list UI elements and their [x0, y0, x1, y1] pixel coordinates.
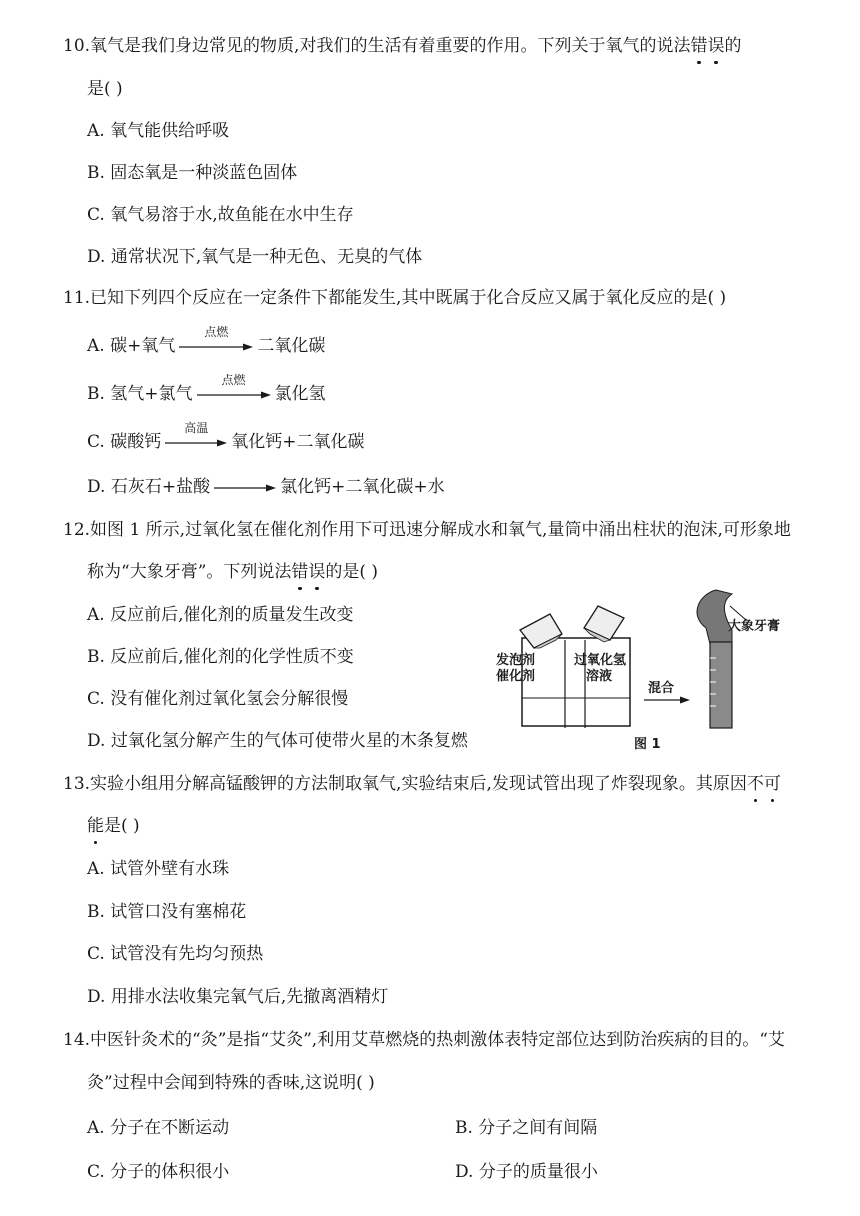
q10-option-a: A. 氧气能供给呼吸	[87, 121, 230, 141]
q11-a-reactants: A. 碳+氧气	[87, 336, 176, 356]
q13-option-c: C. 试管没有先均匀预热	[87, 944, 264, 964]
q11-b-product: 氯化氢	[274, 384, 326, 404]
q13-stem-cont	[87, 818, 140, 835]
q10-option-d: D. 通常状况下,氧气是一种无色、无臭的气体	[87, 247, 423, 267]
q11-stem: 11.已知下列四个反应在一定条件下都能发生,其中既属于化合反应又属于氧化反应的是( )	[63, 288, 727, 308]
q11-c-reactants: C. 碳酸钙	[87, 432, 162, 452]
q13-emph-2: 可	[763, 774, 781, 794]
arrow-icon	[165, 438, 227, 448]
figure-drawing	[510, 588, 810, 738]
reaction-arrow	[179, 324, 253, 352]
q14-option-d: D. 分子的质量很小	[455, 1162, 598, 1182]
q11-option-b	[87, 372, 326, 404]
q13-stem-text: 13.实验小组用分解高锰酸钾的方法制取氧气,实验结束后,发现试管出现了炸裂现象。其原因	[63, 774, 747, 794]
figure-label-foaming-agent: 发泡剂	[496, 653, 536, 668]
q11-d-product: 氯化钙+二氧化碳+水	[280, 477, 445, 497]
figure-label-foam: 大象牙膏	[728, 619, 781, 634]
q12-stem: 12.如图 1 所示,过氧化氢在催化剂作用下可迅速分解成水和氧气,量筒中涌出柱状的泡沫,可形象地	[63, 520, 791, 540]
arrow-icon	[197, 390, 271, 400]
arrow-icon	[214, 483, 276, 493]
q12-option-d: D. 过氧化氢分解产生的气体可使带火星的木条复燃	[87, 731, 468, 751]
reaction-condition: 点燃	[221, 372, 246, 387]
figure-elephant-toothpaste	[496, 588, 810, 758]
q10-stem-text: 10.氧气是我们身边常见的物质,对我们的生活有着重要的作用。下列关于氧气的说法	[63, 36, 691, 56]
q11-c-product: 氧化钙+二氧化碳	[231, 432, 365, 452]
reaction-arrow	[214, 483, 276, 493]
reaction-condition: 高温	[184, 420, 209, 435]
q11-option-a	[87, 324, 326, 356]
q11-option-c	[87, 420, 365, 452]
figure-label-h2o2: 过氧化氢	[574, 653, 627, 668]
reaction-arrow	[197, 372, 271, 400]
q14-stem: 14.中医针灸术的“灸”是指“艾灸”,利用艾草燃烧的热刺激体表特定部位达到防治疾病的目的。“艾	[63, 1030, 785, 1050]
q11-option-d	[87, 479, 445, 496]
q12-stem-end: 的是( )	[325, 562, 379, 582]
q11-a-product: 二氧化碳	[257, 336, 326, 356]
q13-emph-1: 不	[746, 774, 764, 794]
q13-option-d: D. 用排水法收集完氧气后,先撤离酒精灯	[87, 987, 389, 1007]
q12-stem-cont	[87, 564, 378, 581]
q14-option-a: A. 分子在不断运动	[87, 1118, 230, 1138]
reaction-condition: 点燃	[204, 324, 229, 339]
q12-emph-1: 错	[291, 562, 309, 582]
q10-option-b: B. 固态氧是一种淡蓝色固体	[87, 163, 298, 183]
figure-label-solution: 溶液	[586, 669, 613, 684]
figure-label-catalyst: 催化剂	[496, 669, 536, 684]
q13-emph-3: 能	[87, 816, 104, 836]
q12-option-a: A. 反应前后,催化剂的质量发生改变	[87, 605, 354, 625]
q13-stem-end: 是( )	[104, 816, 140, 836]
q10-stem	[63, 38, 741, 55]
q10-emph-2: 误	[707, 36, 725, 56]
q12-option-c: C. 没有催化剂过氧化氢会分解很慢	[87, 689, 349, 709]
q12-option-b: B. 反应前后,催化剂的化学性质不变	[87, 647, 354, 667]
q13-option-a: A. 试管外壁有水珠	[87, 859, 230, 879]
q13-stem	[63, 776, 781, 793]
q12-emph-2: 误	[308, 562, 326, 582]
arrow-icon	[179, 342, 253, 352]
q14-option-c: C. 分子的体积很小	[87, 1162, 230, 1182]
figure-caption: 图 1	[634, 737, 661, 752]
q10-emph-1: 错	[690, 36, 708, 56]
q10-stem-cont: 是( )	[87, 79, 123, 99]
q11-d-reactants: D. 石灰石+盐酸	[87, 477, 211, 497]
q10-stem-end: 的	[724, 36, 742, 56]
reaction-arrow	[165, 420, 227, 448]
q12-stem-cont-text: 称为“大象牙膏”。下列说法	[87, 562, 292, 582]
figure-label-mix: 混合	[648, 681, 675, 696]
q14-stem-cont: 灸”过程中会闻到特殊的香味,这说明( )	[87, 1073, 375, 1093]
q11-b-reactants: B. 氢气+氯气	[87, 384, 193, 404]
q10-option-c: C. 氧气易溶于水,故鱼能在水中生存	[87, 205, 354, 225]
q13-option-b: B. 试管口没有塞棉花	[87, 902, 247, 922]
q14-option-b: B. 分子之间有间隔	[455, 1118, 598, 1138]
